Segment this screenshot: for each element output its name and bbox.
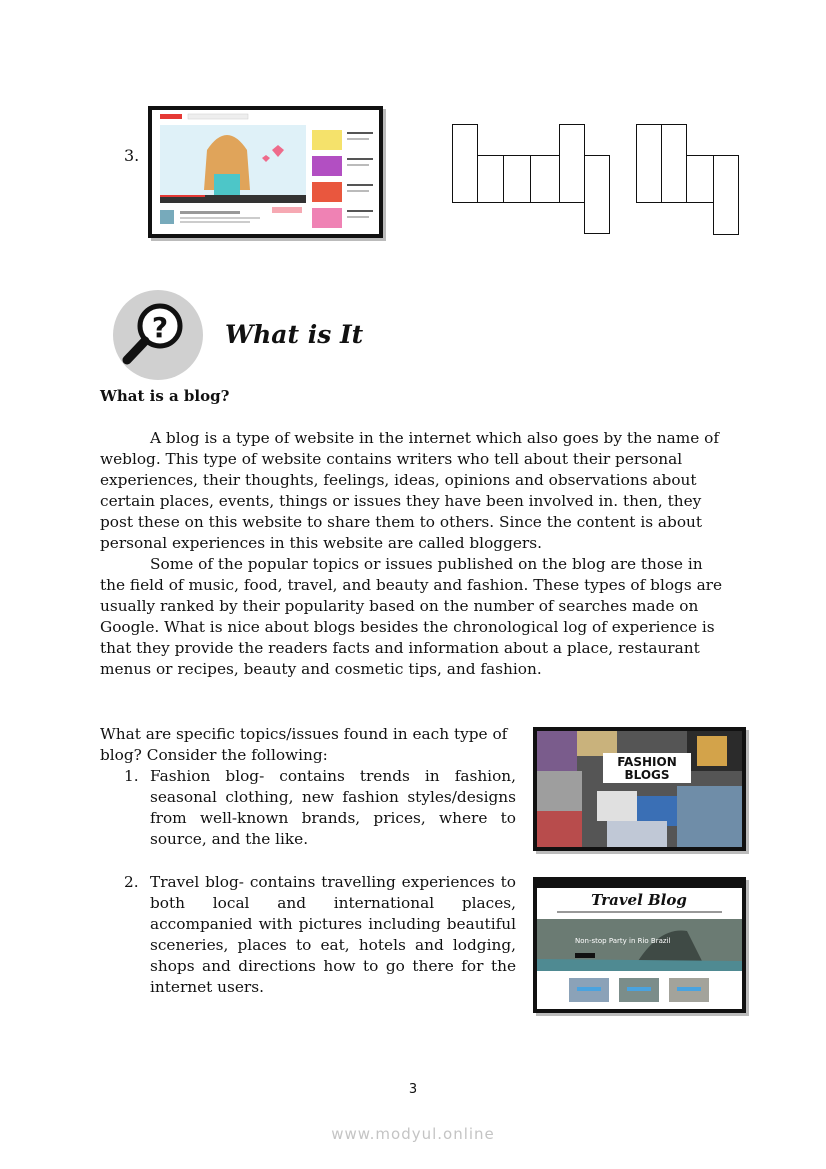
answer-box[interactable] [503, 155, 531, 203]
intro-text: What are specific topics/issues found in each type of blog? Consider the following: [100, 725, 508, 764]
list-item [124, 872, 516, 998]
paragraph: A blog is a type of website in the internet which also goes by the name of weblog. This type of website contains writers who tell about their personal experiences, their thoughts, feelings, ideas, opinions and observations about certain places, events, things or issues they have been involved in. then, they post these on this website to share them to others. Since the content is about personal experiences in this website are called bloggers. [100, 429, 720, 552]
video-blog-image [152, 110, 379, 234]
item-number: 3. [124, 146, 140, 165]
paragraph: Some of the popular topics or issues published on the blog are those in the field of music, food, travel, and beauty and fashion. These types of blogs are usually ranked by their popularity based on the number of searches made on Google. What is nice about blogs besides the chronological log of experience is that they provide the readers facts and information about a place, restaurant menus or recipes, beauty and cosmetic tips, and fashion. [100, 555, 723, 678]
answer-box[interactable] [661, 124, 687, 203]
page-number: 3 [408, 1082, 418, 1097]
travel-title: Travel Blog [591, 891, 687, 909]
list-item [124, 766, 516, 850]
fashion-blog-image [533, 727, 746, 851]
list-number: 2. [124, 873, 139, 891]
answer-box[interactable] [559, 124, 585, 203]
answer-box[interactable] [713, 155, 739, 235]
answer-box[interactable] [452, 124, 478, 203]
list-text: Fashion blog- contains trends in fashion, seasonal clothing, new fashion styles/designs from well-known brands, prices, where to source, and the like. [150, 767, 516, 848]
answer-box[interactable] [584, 155, 610, 234]
answer-box[interactable] [636, 124, 662, 203]
footer-watermark: www.modyul.online [331, 1125, 495, 1143]
svg-text:?: ? [151, 311, 169, 344]
video-blog-screenshot [148, 106, 383, 238]
fashion-title-1: FASHION [617, 755, 677, 769]
fashion-title-2: BLOGS [624, 768, 670, 782]
list-number: 1. [124, 767, 139, 785]
travel-banner: Non-stop Party in Rio Brazil [575, 937, 671, 945]
answer-box[interactable] [686, 155, 714, 203]
answer-box[interactable] [477, 155, 504, 203]
body-text [100, 428, 728, 680]
magnifier-question-icon [113, 290, 203, 380]
list-text: Travel blog- contains travelling experiences to both local and international places, accompanied with pictures including beautiful sceneries, places to eat, hotels and lodging, shops and directions how to go there for the internet users. [150, 873, 516, 996]
answer-box[interactable] [530, 155, 560, 203]
section-title: What is It [225, 320, 364, 349]
subheading: What is a blog? [100, 387, 230, 405]
travel-blog-image [533, 877, 746, 1013]
